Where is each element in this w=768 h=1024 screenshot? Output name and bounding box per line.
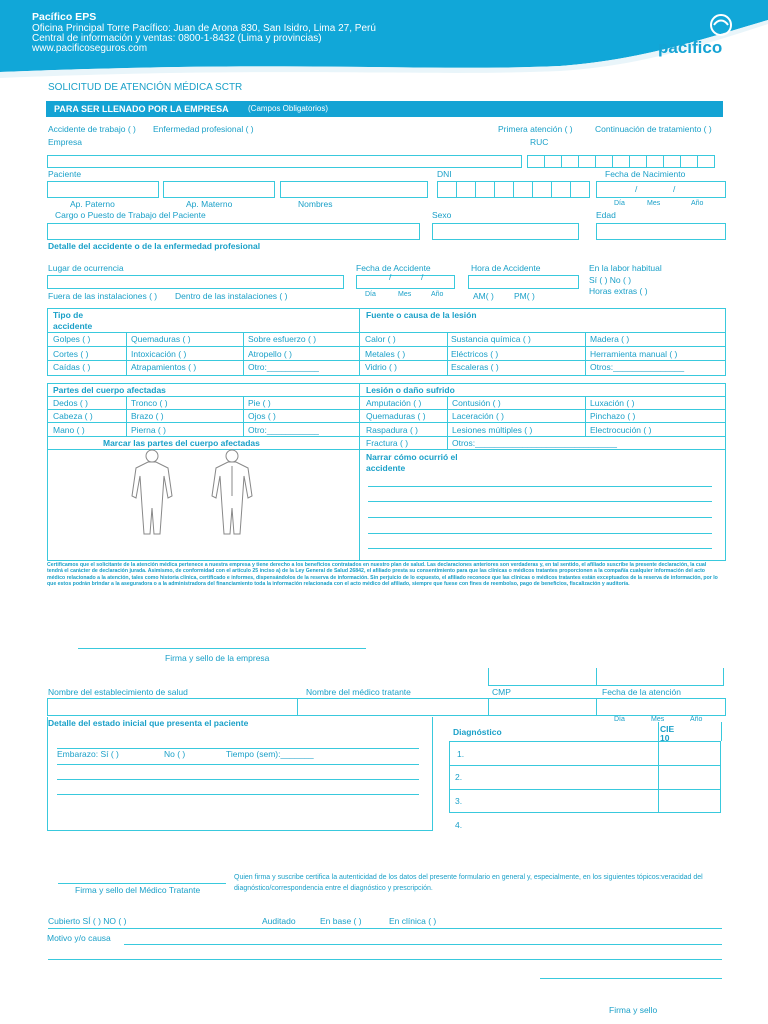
accident-detail-title: Detalle del accidente o de la enfermedad profesional [48,241,261,251]
fuente-option[interactable]: Escaleras ( ) [451,362,499,372]
firma-empresa-line[interactable] [78,648,366,649]
detalle-line[interactable] [57,764,419,765]
marcar-partes-label: Marcar las partes del cuerpo afectadas [103,438,260,448]
tipo-option[interactable]: Atrapamientos ( ) [131,362,197,372]
atencion-anio-label: Año [690,716,703,723]
empresa-label: Empresa [48,137,83,147]
company-section-note: (Campos Obligatorios) [248,104,329,113]
ap-paterno-field[interactable] [47,181,159,198]
fuente-option[interactable]: Madera ( ) [590,334,630,344]
company-phone: Central de información y ventas: 0800-1-8432 (Lima y provincias) [32,33,322,44]
sexo-label: Sexo [432,210,452,220]
cmp-label: CMP [492,687,511,697]
tipo-option[interactable]: Atropello ( ) [248,349,292,359]
accident-mes-label: Mes [398,291,412,298]
tipo-option[interactable]: Intoxicación ( ) [131,349,187,359]
accident-checkbox[interactable]: Accidente de trabajo ( ) [48,124,136,134]
diagnostico-title: Diagnóstico [453,727,502,737]
ruc-label: RUC [530,137,549,147]
firma-medico-line[interactable] [58,883,226,884]
lesion-option[interactable]: Amputación ( ) [366,398,422,408]
page-header [0,0,768,80]
fuera-checkbox[interactable]: Fuera de las instalaciones ( ) [48,291,158,301]
partes-option[interactable]: Cabeza ( ) [53,411,93,421]
fuente-option[interactable]: Sustancia química ( ) [451,334,531,344]
tipo-title: Tipo de accidente [53,310,93,331]
horas-extras-checkbox[interactable]: Horas extras ( ) [589,286,648,296]
fuente-option[interactable]: Calor ( ) [365,334,396,344]
certifica-text: Quien firma y suscribe certifica la autenticidad de los datos del presente formulario en general y, especialmente, en los siguientes tópicos:veracidad del diagnóstico/correspondencia entre el diagnóstico y prescripción. [234,874,703,892]
medico-label: Nombre del médico tratante [306,687,411,697]
body-diagram[interactable] [122,446,272,538]
tipo-other-field[interactable]: Otro:___________ [248,362,319,372]
narrar-line[interactable] [368,533,712,534]
firma-medico-label: Firma y sello del Médico Tratante [75,885,201,895]
first-attention-checkbox[interactable]: Primera atención ( ) [498,124,573,134]
detalle-line[interactable] [57,779,419,780]
embarazo-no-checkbox[interactable]: No ( ) [164,749,186,759]
atencion-mes-label: Mes [651,716,665,723]
lesion-option[interactable]: Contusión ( ) [452,398,501,408]
am-checkbox[interactable]: AM( ) [473,291,494,301]
dx-number: 3. [455,796,463,806]
accident-date-slash-2: / [421,272,424,282]
narrar-label: Narrar cómo ocurrió el accidente [366,452,458,473]
establecimiento-label: Nombre del establecimiento de salud [48,687,188,697]
narrar-line[interactable] [368,501,712,502]
partes-option[interactable]: Brazo ( ) [131,411,164,421]
birth-dia-label: Día [614,200,625,207]
diagnostico-table [449,741,721,813]
logo-text: pacífico [658,38,723,57]
nombres-label: Nombres [298,199,333,209]
fecha-accidente-label: Fecha de Accidente [356,263,431,273]
partes-option[interactable]: Dedos ( ) [53,398,88,408]
fuente-title: Fuente o causa de la lesión [366,310,477,320]
birth-date-field[interactable] [596,181,726,198]
firma-empresa-label: Firma y sello de la empresa [165,653,270,663]
company-section-bar [46,101,723,117]
sexo-field[interactable] [432,223,579,240]
fuente-option[interactable]: Metales ( ) [365,349,406,359]
form-title: SOLICITUD DE ATENCIÓN MÉDICA SCTR [48,82,243,93]
birth-date-slash-2: / [673,184,676,194]
firma-sello-label: Firma y sello [609,1005,658,1015]
company-section-title: PARA SER LLENADO POR LA EMPRESA [54,104,229,114]
narrar-line[interactable] [368,548,712,549]
lugar-label: Lugar de ocurrencia [48,263,124,273]
firma-sello-line[interactable] [540,978,722,979]
ap-materno-label: Ap. Materno [186,199,233,209]
dni-label: DNI [437,169,452,179]
motivo-line[interactable] [48,959,722,960]
edad-field[interactable] [596,223,726,240]
cubierto-checkbox[interactable]: Cubierto SÍ ( ) NO ( ) [48,916,127,926]
fuente-other-field[interactable]: Otros:_______________ [590,362,685,372]
continuation-checkbox[interactable]: Continuación de tratamiento ( ) [595,124,712,134]
partes-option[interactable]: Ojos ( ) [248,411,276,421]
lesion-option[interactable]: Luxación ( ) [590,398,635,408]
embarazo-si-checkbox[interactable]: Embarazo: Sí ( ) [57,749,119,759]
dni-field[interactable] [437,181,589,198]
disease-checkbox[interactable]: Enfermedad profesional ( ) [153,124,254,134]
lesion-other-field[interactable]: Otros:______________________________ [452,438,617,448]
cargo-label: Cargo o Puesto de Trabajo del Paciente [55,210,206,220]
paciente-label: Paciente [48,169,82,179]
lesion-option[interactable]: Electrocución ( ) [590,425,652,435]
partes-option[interactable]: Pie ( ) [248,398,271,408]
cie-title: CIE 10 [660,724,675,743]
partes-option[interactable]: Mano ( ) [53,425,85,435]
fecha-accidente-field[interactable] [356,272,455,289]
birth-mes-label: Mes [647,200,661,207]
empresa-field[interactable] [47,155,522,168]
dx-number: 1. [457,749,465,759]
tipo-option[interactable]: Caídas ( ) [53,362,91,372]
medical-info-fields[interactable] [47,698,726,716]
hora-accidente-label: Hora de Accidente [471,263,541,273]
en-clinica-checkbox[interactable]: En clínica ( ) [389,916,437,926]
en-base-checkbox[interactable]: En base ( ) [320,916,362,926]
lesion-option[interactable]: Lesiones múltiples ( ) [452,425,533,435]
tipo-option[interactable]: Golpes ( ) [53,334,91,344]
partes-other-field[interactable]: Otro:___________ [248,425,319,435]
ap-paterno-label: Ap. Paterno [70,199,115,209]
accident-dia-label: Día [365,291,376,298]
dx-number: 4. [455,820,463,830]
motivo-label: Motivo y/o causa [47,933,111,943]
edad-label: Edad [596,210,616,220]
lesion-option[interactable]: Pinchazo ( ) [590,411,636,421]
ap-materno-field[interactable] [163,181,275,198]
narrar-line[interactable] [368,486,712,487]
partes-title: Partes del cuerpo afectadas [53,385,166,395]
pm-checkbox[interactable]: PM( ) [514,291,535,301]
tipo-option[interactable]: Cortes ( ) [53,349,89,359]
partes-option[interactable]: Tronco ( ) [131,398,168,408]
partes-option[interactable]: Pierna ( ) [131,425,166,435]
fuente-option[interactable]: Vidrio ( ) [365,362,397,372]
motivo-line[interactable] [124,944,722,945]
fecha-atencion-label: Fecha de la atención [602,687,681,697]
labor-si-no-checkbox[interactable]: Sí ( ) No ( ) [589,275,632,285]
fuente-option[interactable]: Eléctricos ( ) [451,349,499,359]
tiempo-field[interactable]: Tiempo (sem):_______ [226,749,314,759]
accident-date-slash-1: / [389,272,392,282]
dentro-checkbox[interactable]: Dentro de las instalaciones ( ) [175,291,288,301]
ruc-field[interactable] [527,155,714,168]
lesion-option[interactable]: Quemaduras ( ) [366,411,426,421]
tipo-option[interactable]: Sobre esfuerzo ( ) [248,334,317,344]
accident-anio-label: Año [431,291,444,298]
declaration-text: Certificamos que el solicitante de la atención médica pertenece a nuestra empresa y tiene derecho a los beneficios contratados en nuestro plan de salud. Las declaraciones anteriores son verdaderas y, en tal sentido, el afiliado suscribe la presente declaración, la cual tendrá el carácter de declaración jurada. Asimismo, de conformidad con el artículo 25 inciso a) de la Ley General de Salud 26842, el afiliado presta su consentimiento para que las clínicas o médicos tratantes proporcionen a la compañía cualquier información del acto médico relacionado a la atención, tales como historia clínica, certificado e informes, dispensándolos de la reserva de información. Sin perjuicio de lo expuesto, el afiliado reconoce que las clínicas o médicos tratantes están exceptuados de la reserva de información, por lo que estos podrán brindar a la aseguradora o a la administradora del financiamiento toda la información relacionada con el acto médico del afiliado, siempre que fuese con fines de reembolso, pago de beneficios, fiscalización y auditoría. [47,562,718,588]
lesion-title: Lesión o daño sufrido [366,385,455,395]
detalle-line[interactable] [57,794,419,795]
fuente-option[interactable]: Herramienta manual ( ) [590,349,678,359]
company-web[interactable]: www.pacificoseguros.com [32,43,148,54]
auditado-label: Auditado [262,916,296,926]
company-address: Oficina Principal Torre Pacífico: Juan de Arona 830, San Isidro, Lima 27, Perú [32,23,376,34]
lugar-field[interactable] [47,275,344,289]
narrar-line[interactable] [368,517,712,518]
detalle-box [47,717,433,831]
birth-date-slash-1: / [635,184,638,194]
birth-date-label: Fecha de Nacimiento [605,169,686,179]
atencion-dia-label: Día [614,716,625,723]
labor-habitual-label: En la labor habitual [589,263,662,273]
hora-accidente-field[interactable] [468,275,579,289]
nombres-field[interactable] [280,181,428,198]
dx-number: 2. [455,772,463,782]
detalle-title: Detalle del estado inicial que presenta el paciente [48,718,249,728]
tipo-option[interactable]: Quemaduras ( ) [131,334,191,344]
logo-icon [709,13,733,37]
cargo-field[interactable] [47,223,420,240]
lesion-option[interactable]: Raspadura ( ) [366,425,418,435]
lesion-option[interactable]: Fractura ( ) [366,438,409,448]
lesion-option[interactable]: Laceración ( ) [452,411,504,421]
birth-anio-label: Año [691,200,704,207]
company-name: Pacífico EPS [32,11,97,23]
